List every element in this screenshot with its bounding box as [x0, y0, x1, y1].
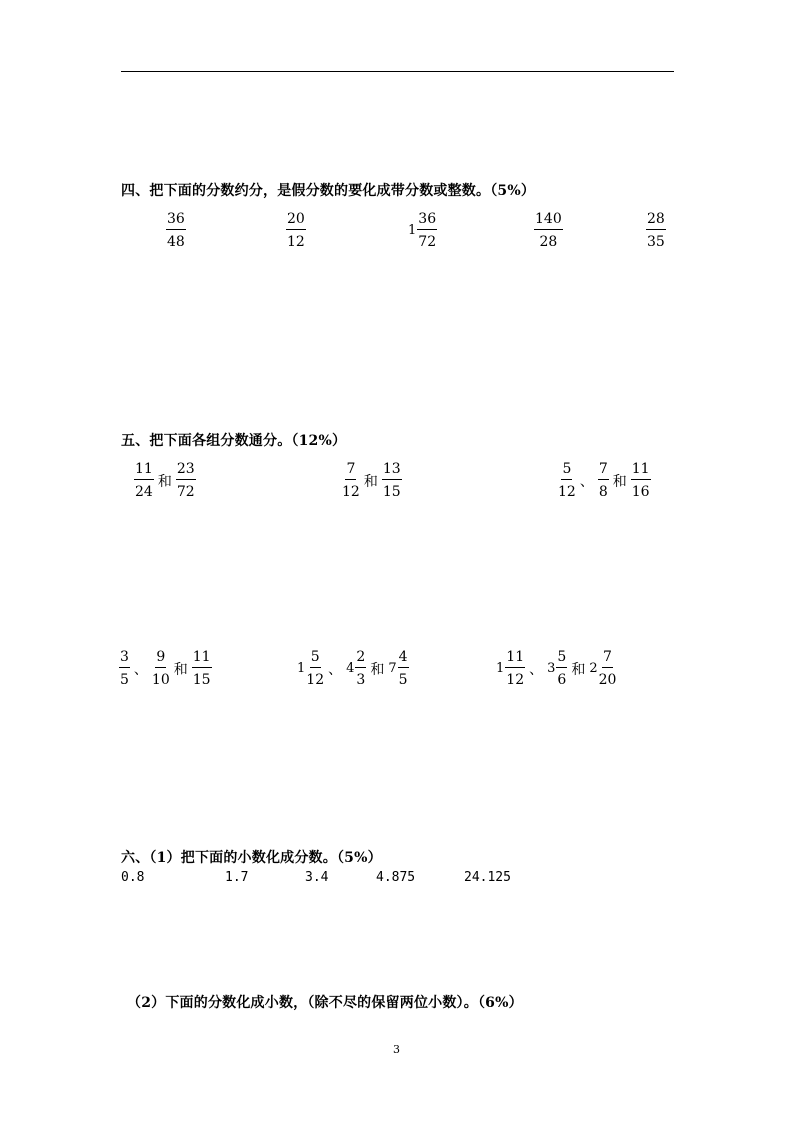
s5-group-2: $\frac{7}{12}$ 和 $\frac{13}{15}$ — [342, 461, 401, 500]
s5-group-1: $\frac{11}{24}$ 和 $\frac{23}{72}$ — [135, 461, 195, 500]
section6-sub2-heading: （2）下面的分数化成小数，（除不尽的保留两位小数）。（6%） — [127, 995, 523, 1011]
s5-group-6: 1 $\frac{11}{12}$ 、 3 $\frac{5}{6}$ 和 2 $\frac{7}{20}$ — [496, 649, 617, 688]
decimal-4: 4.875 — [376, 870, 416, 885]
section5-heading: 五、把下面各组分数通分。（12%） — [121, 433, 347, 449]
s4-fraction-3: 1 $\frac{36}{72}$ — [408, 211, 437, 250]
s5-group-4: $\frac{3}{5}$ 、 $\frac{9}{10}$ 和 $\frac{11}{15}$ — [120, 649, 211, 688]
decimal-3: 3.4 — [305, 870, 329, 885]
section4-heading: 四、把下面的分数约分，是假分数的要化成带分数或整数。（5%） — [121, 183, 536, 199]
header-rule — [121, 71, 674, 72]
s4-fraction-1: $\frac{36}{48}$ — [167, 211, 185, 250]
s4-fraction-5: $\frac{28}{35}$ — [647, 211, 665, 250]
decimal-2: 1.7 — [225, 870, 249, 885]
s4-fraction-2: $\frac{20}{12}$ — [287, 211, 305, 250]
s4-fraction-4: $\frac{140}{28}$ — [535, 211, 562, 250]
section6-heading: 六、（1）把下面的小数化成分数。（5%） — [121, 850, 382, 866]
page-number: 3 — [393, 1043, 400, 1056]
s5-group-3: $\frac{5}{12}$ 、 $\frac{7}{8}$ 和 $\frac{11}{16}$ — [558, 461, 650, 500]
decimal-5: 24.125 — [464, 870, 511, 885]
decimal-1: 0.8 — [121, 870, 145, 885]
s5-group-5: 1 $\frac{5}{12}$ 、 4 $\frac{2}{3}$ 和 7 $\frac{4}{5}$ — [297, 649, 408, 688]
